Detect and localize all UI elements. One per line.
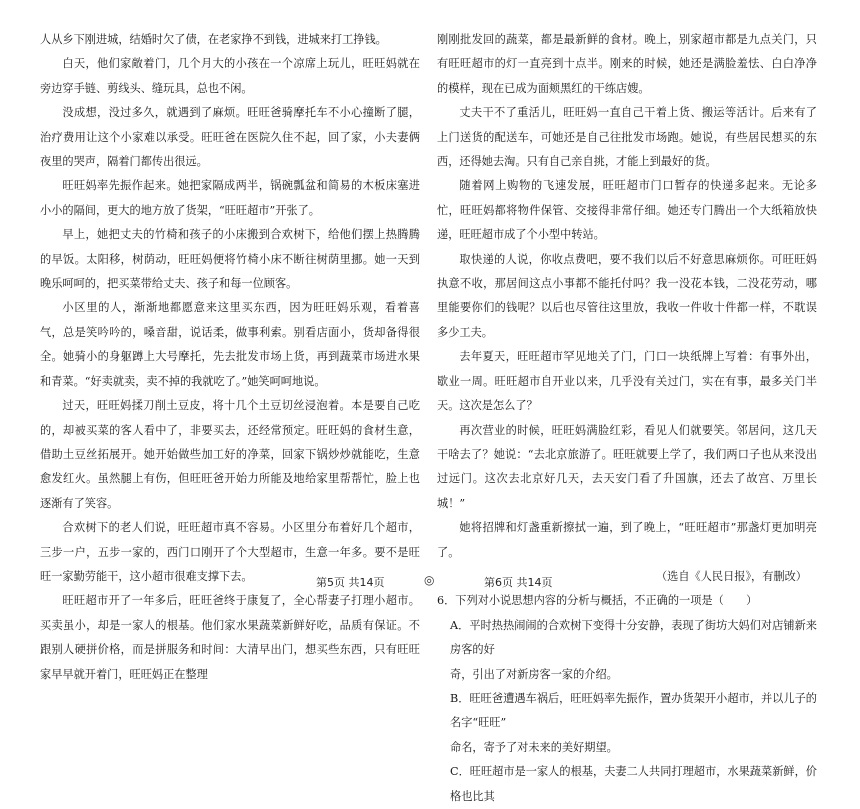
story-paragraph: 丈夫干不了重活儿，旺旺妈一直自己干着上货、搬运等活计。后来有了上门送货的配送车，可她还是自己往批发市场跑。她说，有些居民想买的东西，还得她去淘。只有自己亲自挑，才能上到最好的货。 [437, 106, 817, 169]
binding-mark-icon: ◎ [424, 573, 435, 587]
story-paragraph: 刚刚批发回的蔬菜，都是最新鲜的食材。晚上，别家超市都是九点关门，只有旺旺超市的灯一直亮到十点半。刚来的时候，她还是满脸羞怯、白白净净的模样，现在已成为面颊黑红的干练店嫂。 [437, 33, 817, 95]
source-citation: （选自《人民日报》，有删改） [655, 569, 807, 583]
option-text: 平时热热闹闹的合欢树下变得十分安静，表现了街坊大妈们对店铺新来房客的好 [450, 618, 817, 657]
story-paragraph: 早上，她把丈夫的竹椅和孩子的小床搬到合欢树下，给他们摆上热腾腾的早饭。太阳移，树荫动，旺旺妈便将竹椅小床不断往树荫里挪。她一天到晚乐呵呵的，把买菜带给丈夫、孩子和每一位顾客。 [40, 228, 420, 291]
option-text-continued: 奇，引出了对新房客一家的介绍。 [450, 667, 618, 681]
story-paragraph: 小区里的人，渐渐地都愿意来这里买东西，因为旺旺妈乐观，看着喜气，总是笑吟吟的，嗓音甜，说话柔，做事利索。别看店面小，货却备得很全。她骑小的身躯蹲上大号摩托，先去批发市场上货，再到蔬菜市场进水果和青菜。“好卖就卖，卖不掉的我就吃了。”她笑呵呵地说。 [40, 301, 420, 388]
page-number-left: 第5页 共14页 [316, 576, 385, 589]
story-paragraph: 没成想，没过多久，就遇到了麻烦。旺旺爸骑摩托车不小心撞断了腿，治疗费用让这个小家难以承受。旺旺爸在医院久住不起，回了家，小夫妻俩夜里的哭声，隔着门都传出很远。 [40, 106, 420, 169]
story-paragraph: 旺旺妈率先振作起来。她把家隔成两半，锅碗瓢盆和简易的木板床塞进小小的隔间，更大的地方放了货架，“旺旺超市”开张了。 [40, 179, 420, 217]
story-paragraph: 取快递的人说，你收点费吧，要不我们以后不好意思麻烦你。可旺旺妈执意不收，那居间这点小事都不能托付吗？我一没花本钱，二没花劳动，哪里能要你们的钱呢？以后也尽管往这里放，我收一件收十件都一样，不耽误多少工夫。 [437, 252, 817, 339]
option-label: B． [450, 691, 470, 705]
option-text-continued: 命名，寄予了对未来的美好期望。 [450, 740, 618, 754]
story-paragraph: 再次营业的时候，旺旺妈满脸红彩，看见人们就要笑。邻居问，这几天干啥去了？她说：“去北京旅游了。旺旺就要上学了，我们两口子也从来没出过远门。这次去北京好几天，去天安门看了升国旗，还去了故宫、万里长城！” [437, 423, 817, 510]
story-paragraph: 人从乡下刚进城，结婚时欠了债，在老家挣不到钱，进城来打工挣钱。 [40, 33, 387, 46]
story-paragraph: 白天，他们家敞着门，几个月大的小孩在一个凉席上玩儿，旺旺妈就在旁边穿手链、剪线头、缝玩具，总也不闲。 [40, 57, 420, 95]
option-text: 旺旺超市是一家人的根基，夫妻二人共同打理超市，水果蔬菜新鲜，价格也比其 [450, 765, 817, 803]
option-a[interactable] [437, 614, 817, 687]
story-paragraph: 合欢树下的老人们说，旺旺超市真不容易。小区里分布着好几个超市，三步一户，五步一家的，西门口刚开了个大型超市，生意一年多。要不是旺旺一家勤劳能干，这小超市很难支撑下去。 [40, 521, 420, 583]
page-number-right: 第6页 共14页 [484, 576, 553, 589]
story-paragraph: 过天，旺旺妈揉刀削土豆皮，将十几个土豆切丝浸泡着。本是要自己吃的，却被买菜的客人看中了，非要买去，还经常预定。旺旺妈的食材生意，借助土豆丝拓展开。她开始做些加工好的净菜，回家下锅炒炒就能吃，生意愈发红火。虽然腿上有伤，但旺旺爸开始力所能及地给家里帮帮忙，脸上也逐渐有了笑容。 [40, 399, 420, 510]
question-stem: 6．下列对小说思想内容的分析与概括，不正确的一项是（ ） [437, 594, 758, 608]
story-paragraph: 她将招牌和灯盏重新擦拭一遍，到了晚上，“旺旺超市”那盏灯更加明亮了。 [437, 521, 817, 559]
option-c[interactable] [437, 760, 817, 809]
option-label: A． [450, 618, 470, 632]
option-label: C． [450, 765, 470, 779]
story-paragraph: 随着网上购物的飞速发展，旺旺超市门口暂存的快递多起来。无论多忙，旺旺妈都将物件保管、交接得非常仔细。她还专门腾出一个大纸箱放快递，旺旺超市成了个小型中转站。 [437, 179, 817, 242]
option-b[interactable] [437, 687, 817, 760]
story-paragraph: 旺旺超市开了一年多后，旺旺爸终于康复了，全心帮妻子打理小超市。买卖虽小，却是一家人的根基。他们家水果蔬菜新鲜好吃，品质有保证。不跟别人硬拼价格，而是拼服务和时间：大清早出门，想买些东西，只有旺旺家早早就开着门，旺旺妈正在整理 [40, 594, 420, 681]
option-text: 旺旺爸遭遇车祸后，旺旺妈率先振作，置办货架开小超市，并以儿子的名字“旺旺” [450, 691, 817, 730]
story-paragraph: 去年夏天，旺旺超市罕见地关了门，门口一块纸牌上写着：有事外出，歇业一周。旺旺超市自开业以来，几乎没有关过门，实在有事，最多关门半天。这次是怎么了？ [437, 350, 817, 413]
